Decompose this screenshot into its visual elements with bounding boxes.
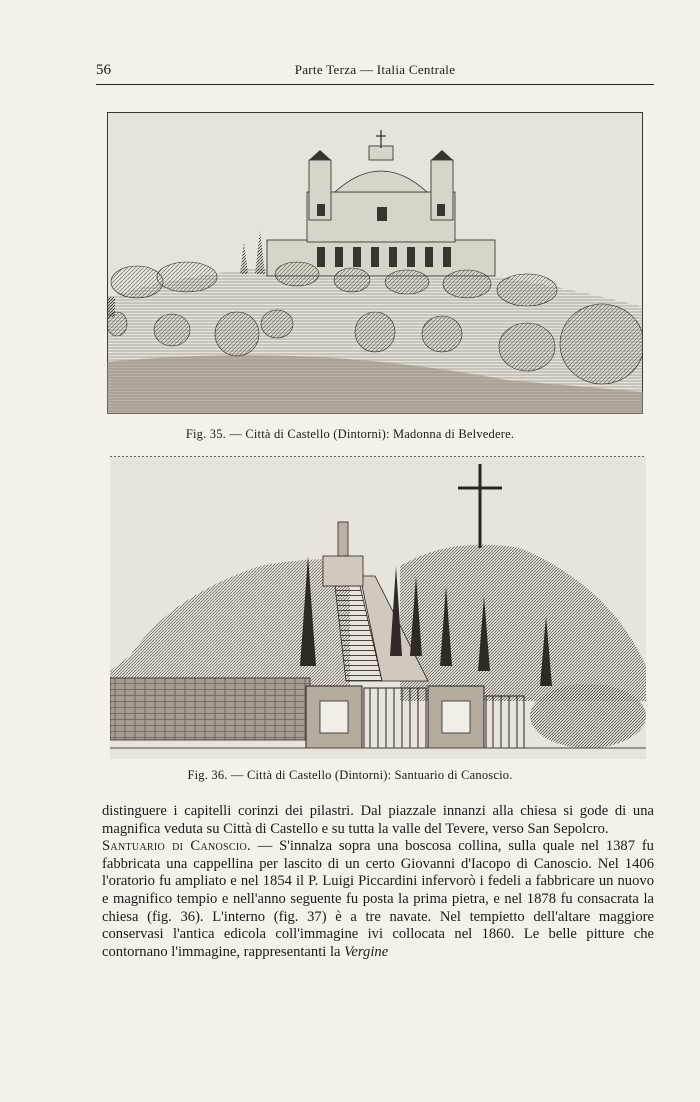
running-title: Parte Terza — Italia Centrale [294, 62, 456, 77]
page-header [96, 60, 654, 85]
figure-madonna-di-belvedere [107, 112, 643, 414]
paragraph: distinguere i capitelli corinzi dei pilastri. Dal piazzale innanzi alla chiesa si gode di una magnifica veduta su Città di Castello e su tutta la valle del Tevere, verso San Sepolcro. [102, 803, 654, 837]
figure-caption: Fig. 35. — Città di Castello (Dintorni): Madonna di Belvedere. [185, 427, 515, 441]
paragraph [102, 838, 654, 961]
section-heading: Santuario di Canoscio. [102, 838, 251, 855]
body-text [102, 803, 654, 961]
page-number: 56 [96, 62, 111, 78]
italic-term: Vergine [344, 943, 389, 960]
figure-caption: Fig. 36. — Città di Castello (Dintorni): Santuario di Canoscio. [187, 768, 513, 782]
paragraph-text: — S'innalza sopra una boscosa collina, sulla quale nel 1387 fu fabbricata una cappellina per lascito di un certo Giovanni d'Iacopo di Canoscio. Nel 1406 l'oratorio fu ampliato e nel 1854 il P. Luigi Piccardini infervorò i fedeli a fabbricare un nuovo e magnifico tempio e nell'anno seguente fu posta la prima pietra, e nel 1878 fu consacrata la chiesa (fig. 36). L'interno (fig. 37) è a tre navate. Nel tempietto dell'altare maggiore conservasi l'antica edicola coll'immagine ivi collocata nel 1860. Le belle pitture che contornano l'immagine, rappresentanti la [102, 838, 654, 960]
figure-santuario-di-canoscio [110, 456, 646, 759]
